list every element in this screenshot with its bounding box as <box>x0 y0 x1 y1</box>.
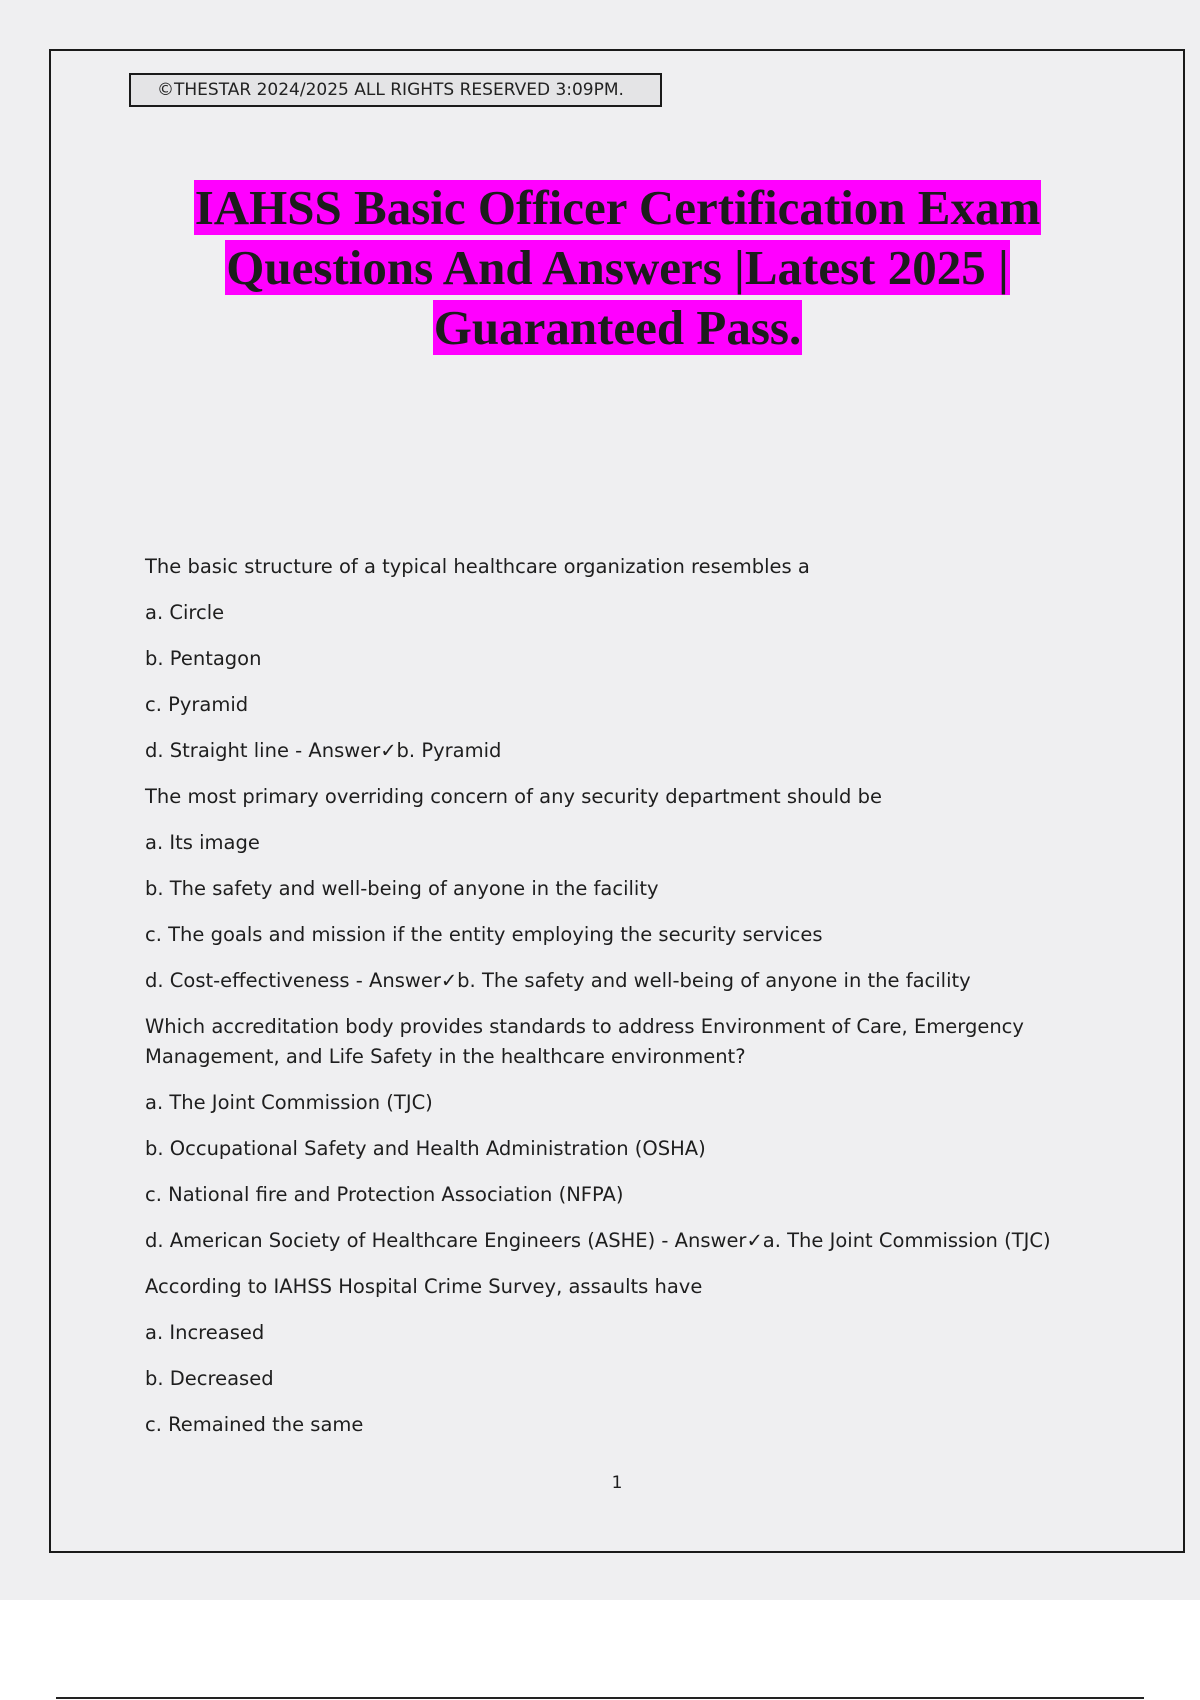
document-title <box>100 178 1135 358</box>
answer-option: c. National fire and Protection Association (NFPA) <box>145 1183 624 1206</box>
questions-list <box>145 552 1095 1440</box>
answer-option: b. The safety and well-being of anyone in the facility <box>145 877 659 900</box>
answer-option: c. Pyramid <box>145 693 249 716</box>
question-text-line-2: Management, and Life Safety in the healthcare environment? <box>145 1045 746 1068</box>
answer-option: a. Increased <box>145 1321 265 1344</box>
title-line-3: Guaranteed Pass. <box>433 300 802 355</box>
page-number: 1 <box>611 1473 623 1493</box>
answer-option: b. Occupational Safety and Health Administration (OSHA) <box>145 1137 706 1160</box>
answer-option: b. Decreased <box>145 1367 274 1390</box>
answer-option: a. Circle <box>145 601 225 624</box>
question-text: According to IAHSS Hospital Crime Survey, assaults have <box>145 1275 703 1298</box>
answer-option: c. Remained the same <box>145 1413 364 1436</box>
title-line-1: IAHSS Basic Officer Certification Exam <box>194 180 1041 235</box>
answer-option: c. The goals and mission if the entity employing the security services <box>145 923 823 946</box>
question-text: The most primary overriding concern of any security department should be <box>145 785 883 808</box>
question-text-line-1: Which accreditation body provides standards to address Environment of Care, Emergency <box>145 1015 1024 1038</box>
answer-option-with-answer: d. Cost-effectiveness - Answer✓b. The safety and well-being of anyone in the facility <box>145 969 971 992</box>
answer-option-with-answer: d. Straight line - Answer✓b. Pyramid <box>145 739 502 762</box>
copyright-notice: ©THESTAR 2024/2025 ALL RIGHTS RESERVED 3:09PM. <box>129 73 662 107</box>
next-page-divider <box>56 1697 1144 1699</box>
answer-option-with-answer: d. American Society of Healthcare Engineers (ASHE) - Answer✓a. The Joint Commission (TJC) <box>145 1229 1051 1252</box>
question-text: The basic structure of a typical healthcare organization resembles a <box>145 555 810 578</box>
answer-option: a. Its image <box>145 831 260 854</box>
answer-option: a. The Joint Commission (TJC) <box>145 1091 433 1114</box>
answer-option: b. Pentagon <box>145 647 262 670</box>
title-line-2: Questions And Answers |Latest 2025 | <box>226 240 1009 295</box>
